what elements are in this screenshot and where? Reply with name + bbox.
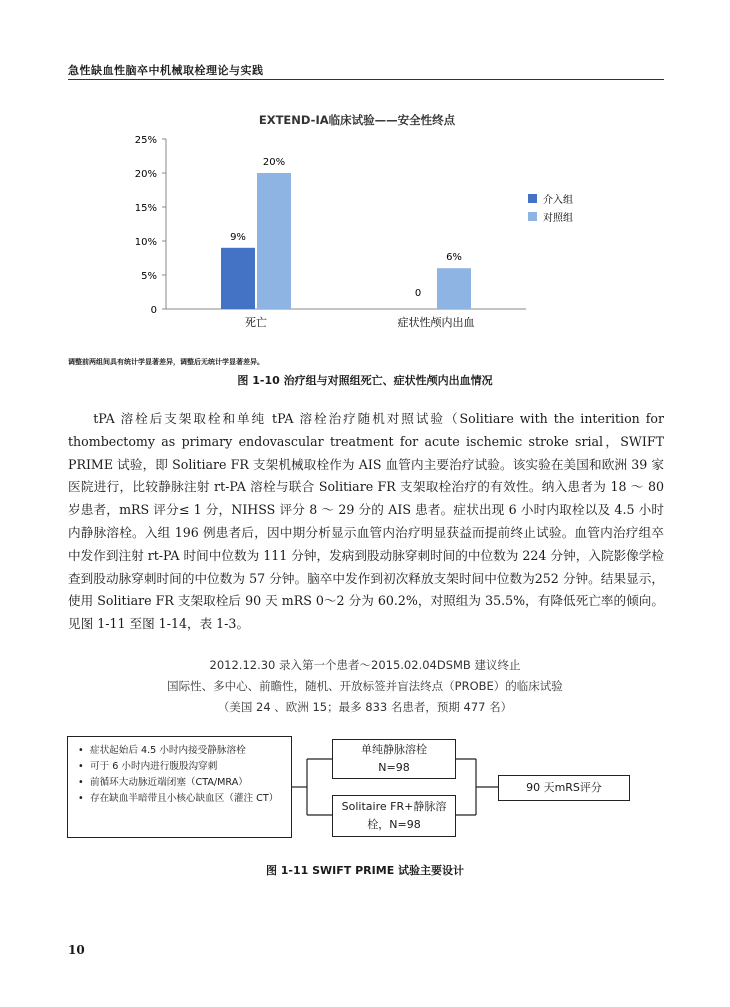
body-paragraph: tPA 溶栓后支架取栓和单纯 tPA 溶栓治疗随机对照试验（Solitiare with the interition for thombectomy as primary endovascular treatment for acute ischemic stroke srial，SWIFT PRIME 试验，即 Solitiare FR 支架机械取栓作为 AIS 血管内主要治疗试验。该实验在美国和欧洲 39 家医院进行，比较静脉注射 rt-PA 溶栓与联合 Solitiare FR 支架取栓治疗的有效性。纳入患者为 18 ～ 80 岁患者，mRS 评分≤ 1 分，NIHSS 评分 8 ～ 29 分的 AIS 患者。症状出现 6 小时内取栓以及 4.5 小时内静脉溶栓。入组 196 例患者后，因中期分析显示血管内治疗明显获益而提前终止试验。血管内治疗组卒中发作到注射 rt-PA 时间中位数为 111 分钟，发病到股动脉穿刺时间的中位数为 224 分钟，入院影像学检查到股动脉穿刺时间的中位数为 57 分钟。脑卒中发作到初次释放支架时间中位数为252 分钟。结果显示，使用 Solitiare FR 支架取栓后 90 天 mRS 0～2 分为 60.2%，对照组为 35.5%，有降低死亡率的倾向。见图 1-11 至图 1-14，表 1-3。 [68, 411, 664, 632]
inclusion-criteria-list [78, 743, 285, 807]
running-header: 急性缺血性脑卒中机械取栓理论与实践 [68, 64, 264, 77]
y-tick-label: 10% [134, 237, 157, 248]
criteria-item: • 可于 6 小时内进行腹股沟穿刺 [78, 759, 285, 775]
figure-caption-1-10: 图 1-10 治疗组与对照组死亡、症状性颅内出血情况 [237, 374, 493, 387]
flow-heading-line-2: 国际性、多中心、前瞻性，随机、开放标签并盲法终点（PROBE）的临床试验 [167, 679, 563, 693]
criteria-item: • 前循环大动脉近端闭塞（CTA/MRA） [78, 775, 285, 791]
bar-value-label: 6% [446, 252, 462, 264]
arm-solitaire-label: Solitaire FR+静脉溶栓，N=98 [341, 800, 447, 831]
criteria-item: • 症状起始后 4.5 小时内接受静脉溶栓 [78, 743, 285, 759]
y-tick-label: 0 [150, 305, 157, 316]
arm-ivt-only-name: 单纯静脉溶栓 [361, 743, 427, 756]
bar-value-label: 20% [262, 157, 286, 168]
flow-heading-line-1: 2012.12.30 录入第一个患者～2015.02.04DSMB 建议终止 [209, 658, 521, 672]
legend-label-control: 对照组 [543, 213, 573, 224]
bar-value-label: 9% [230, 231, 246, 243]
arm-ivt-only-n: N=98 [378, 761, 410, 774]
figure-caption-1-11: 图 1-11 SWIFT PRIME 试验主要设计 [265, 864, 465, 877]
x-tick-label-death: 死亡 [245, 316, 267, 329]
flow-heading-line-3: （美国 24 、欧洲 15；最多 833 名患者，预期 477 名） [217, 700, 513, 714]
bar-value-label: 0 [414, 288, 422, 299]
inclusion-criteria-box [67, 736, 292, 838]
y-tick-label: 25% [134, 135, 157, 146]
outcome-label: 90 天mRS评分 [526, 781, 602, 794]
x-tick-label-ich: 症状性颅内出血 [397, 316, 475, 329]
arm-solitaire-box [332, 795, 456, 837]
chart-title: EXTEND-IA临床试验——安全性终点 [258, 113, 456, 127]
chart-footnote: 调整前两组间具有统计学显著差异，调整后无统计学显著差异。 [68, 358, 264, 366]
outcome-box [498, 775, 630, 801]
legend-label-intervention: 介入组 [543, 195, 573, 206]
y-tick-label: 15% [134, 203, 157, 214]
y-tick-label: 5% [141, 271, 157, 282]
page-number: 10 [68, 943, 85, 957]
criteria-item: • 存在缺血半暗带且小核心缺血区（灌注 CT） [78, 791, 285, 807]
y-tick-label: 20% [134, 169, 157, 180]
arm-ivt-only-box [332, 739, 456, 779]
